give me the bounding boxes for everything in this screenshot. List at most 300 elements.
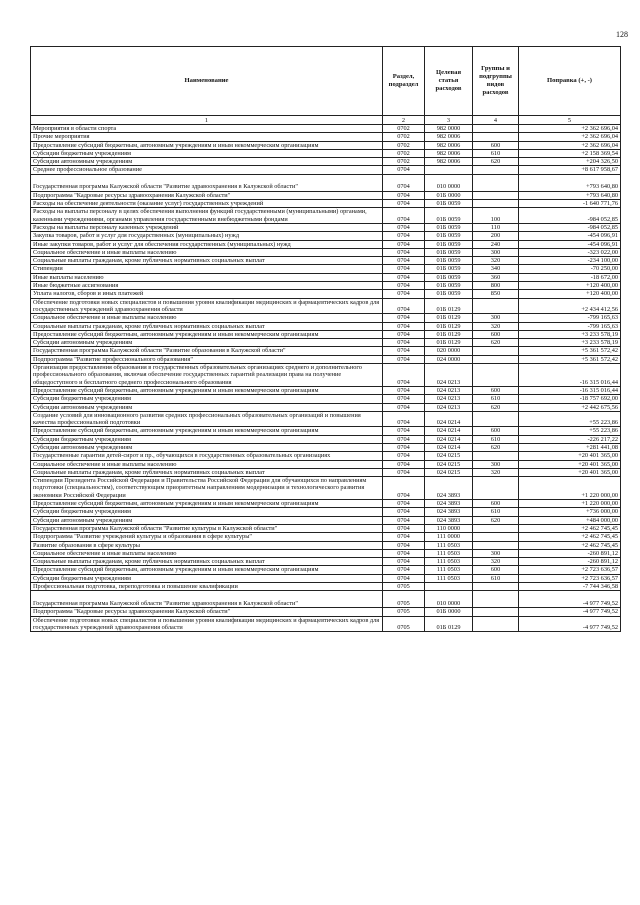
- table-row: [31, 282, 621, 290]
- row-expense-group: 600: [473, 566, 519, 574]
- row-target-article: 01Б 0129: [425, 616, 473, 632]
- row-section: 0704: [383, 395, 425, 403]
- row-name: Обеспечение подготовки новых специалистов и повышения уровня квалификации медицинских и фармацевтических кадров для государственных учреждений здравоохранения области: [31, 298, 383, 314]
- row-expense-group: 850: [473, 290, 519, 298]
- row-target-article: 010 0000: [425, 174, 473, 191]
- row-amount: +2 362 696,04: [519, 141, 621, 149]
- row-section: 0704: [383, 248, 425, 256]
- row-target-article: 111 0503: [425, 549, 473, 557]
- row-amount: +1 220 000,00: [519, 500, 621, 508]
- table-row: [31, 549, 621, 557]
- row-name: Государственная программа Калужской области "Развитие здравоохранения в Калужской области": [31, 591, 383, 608]
- row-section: 0704: [383, 468, 425, 476]
- row-amount: +2 158 369,54: [519, 149, 621, 157]
- row-section: 0704: [383, 282, 425, 290]
- row-expense-group: 300: [473, 314, 519, 322]
- row-name: Иные бюджетные ассигнования: [31, 282, 383, 290]
- row-name: Социальные выплаты гражданам, кроме публичных нормативных социальных выплат: [31, 558, 383, 566]
- row-amount: -323 022,00: [519, 248, 621, 256]
- row-amount: +281 441,08: [519, 443, 621, 451]
- row-name: Подпрограмма "Развитие учреждений культуры и образования в сфере культуры": [31, 533, 383, 541]
- row-name: Субсидии автономным учреждениям: [31, 443, 383, 451]
- row-target-article: 020 0000: [425, 347, 473, 355]
- row-amount: -260 891,12: [519, 549, 621, 557]
- row-expense-group: 610: [473, 149, 519, 157]
- table-row: [31, 427, 621, 435]
- row-expense-group: 620: [473, 516, 519, 524]
- row-amount: +120 400,00: [519, 290, 621, 298]
- row-expense-group: [473, 411, 519, 427]
- row-target-article: 01Б 0059: [425, 208, 473, 224]
- table-row: [31, 158, 621, 166]
- row-expense-group: [473, 541, 519, 549]
- table-row: [31, 443, 621, 451]
- row-amount: +8 617 958,67: [519, 166, 621, 174]
- row-section: 0704: [383, 232, 425, 240]
- row-expense-group: 320: [473, 558, 519, 566]
- row-expense-group: 620: [473, 158, 519, 166]
- row-expense-group: 600: [473, 386, 519, 394]
- row-target-article: 024 3893: [425, 477, 473, 500]
- row-section: 0704: [383, 290, 425, 298]
- row-name: Развитие образования в сфере культуры: [31, 541, 383, 549]
- table-row: [31, 541, 621, 549]
- row-expense-group: 320: [473, 322, 519, 330]
- row-amount: -226 217,22: [519, 435, 621, 443]
- row-target-article: 110 0000: [425, 524, 473, 532]
- table-row: [31, 583, 621, 591]
- row-expense-group: 240: [473, 240, 519, 248]
- row-expense-group: 610: [473, 395, 519, 403]
- row-section: 0705: [383, 583, 425, 591]
- row-target-article: 024 0215: [425, 468, 473, 476]
- row-target-article: 982 0006: [425, 149, 473, 157]
- row-name: Государственная программа Калужской области "Развитие культуры в Калужской области": [31, 524, 383, 532]
- row-name: Субсидии автономным учреждениям: [31, 339, 383, 347]
- header-expense-groups: Группы и подгруппы видов расходов: [473, 47, 519, 116]
- row-section: 0704: [383, 558, 425, 566]
- row-target-article: 01Б 0059: [425, 265, 473, 273]
- row-section: 0704: [383, 298, 425, 314]
- row-section: 0704: [383, 460, 425, 468]
- row-amount: -4 977 749,52: [519, 608, 621, 616]
- table-row: [31, 533, 621, 541]
- row-target-article: 024 0214: [425, 435, 473, 443]
- row-target-article: 024 0214: [425, 411, 473, 427]
- table-row: [31, 452, 621, 460]
- row-name: Социальное обеспечение и иные выплаты населению: [31, 314, 383, 322]
- page-number: 128: [616, 30, 628, 39]
- row-name: Предоставление субсидий бюджетным, автономным учреждениям и иным некоммерческим организациям: [31, 330, 383, 338]
- table-row: [31, 200, 621, 208]
- row-name: Социальные выплаты гражданам, кроме публичных нормативных социальных выплат: [31, 322, 383, 330]
- row-target-article: 024 0213: [425, 364, 473, 387]
- row-amount: +20 401 365,00: [519, 468, 621, 476]
- row-section: 0705: [383, 616, 425, 632]
- row-target-article: 01Б 0059: [425, 248, 473, 256]
- row-section: 0704: [383, 322, 425, 330]
- row-expense-group: [473, 191, 519, 199]
- row-target-article: 01Б 0000: [425, 191, 473, 199]
- row-section: 0704: [383, 443, 425, 451]
- row-amount: +2 362 696,04: [519, 125, 621, 133]
- row-target-article: 024 3893: [425, 516, 473, 524]
- row-expense-group: [473, 200, 519, 208]
- row-expense-group: [473, 347, 519, 355]
- row-target-article: 024 3893: [425, 508, 473, 516]
- row-target-article: 024 0213: [425, 403, 473, 411]
- row-name: Социальные выплаты гражданам, кроме публичных нормативных социальных выплат: [31, 468, 383, 476]
- row-amount: +5 361 572,42: [519, 355, 621, 363]
- row-name: Расходы на обеспечение деятельности (оказание услуг) государственных учреждений: [31, 200, 383, 208]
- row-section: 0702: [383, 141, 425, 149]
- row-expense-group: [473, 174, 519, 191]
- table-row: [31, 257, 621, 265]
- row-amount: -454 096,91: [519, 232, 621, 240]
- row-section: 0702: [383, 149, 425, 157]
- table-body: [31, 125, 621, 632]
- row-name: Предоставление субсидий бюджетным, автономным учреждениям и иным некоммерческим организациям: [31, 427, 383, 435]
- table-row: [31, 574, 621, 582]
- row-name: Государственные гарантии детей-сирот и пр., обучающихся в государственных образовательных организациях: [31, 452, 383, 460]
- row-name: Расходы на выплаты персоналу казенных учреждений: [31, 223, 383, 231]
- table-header-row: [31, 47, 621, 116]
- row-section: 0704: [383, 257, 425, 265]
- table-row: [31, 298, 621, 314]
- row-amount: -234 100,00: [519, 257, 621, 265]
- row-amount: -4 977 749,52: [519, 616, 621, 632]
- row-section: 0704: [383, 516, 425, 524]
- row-expense-group: 600: [473, 500, 519, 508]
- row-name: Предоставление субсидий бюджетным, автономным учреждениям и иным некоммерческим организациям: [31, 566, 383, 574]
- row-amount: +793 640,80: [519, 191, 621, 199]
- row-expense-group: 600: [473, 141, 519, 149]
- row-amount: +484 000,00: [519, 516, 621, 524]
- row-target-article: 01Б 0059: [425, 282, 473, 290]
- table-row: [31, 355, 621, 363]
- row-amount: +20 401 365,00: [519, 460, 621, 468]
- row-target-article: 111 0000: [425, 533, 473, 541]
- row-amount: -18 757 692,00: [519, 395, 621, 403]
- row-amount: -18 672,00: [519, 273, 621, 281]
- table-row: [31, 347, 621, 355]
- row-target-article: 01Б 0059: [425, 223, 473, 231]
- column-number: 5: [519, 116, 621, 125]
- column-number: 1: [31, 116, 383, 125]
- row-name: Субсидии бюджетным учреждениям: [31, 149, 383, 157]
- row-name: Социальное обеспечение и иные выплаты населению: [31, 248, 383, 256]
- table-row: [31, 364, 621, 387]
- table-row: [31, 248, 621, 256]
- row-name: Субсидии автономным учреждениям: [31, 158, 383, 166]
- row-section: 0704: [383, 533, 425, 541]
- row-amount: +55 223,86: [519, 427, 621, 435]
- row-target-article: 01Б 0129: [425, 330, 473, 338]
- row-expense-group: [473, 298, 519, 314]
- row-section: 0704: [383, 355, 425, 363]
- row-expense-group: 620: [473, 403, 519, 411]
- row-target-article: 982 0006: [425, 158, 473, 166]
- row-section: 0704: [383, 452, 425, 460]
- table-row: [31, 330, 621, 338]
- table-row: [31, 191, 621, 199]
- table-row: [31, 516, 621, 524]
- row-expense-group: 360: [473, 273, 519, 281]
- row-name: Уплата налогов, сборов и иных платежей: [31, 290, 383, 298]
- row-amount: +55 223,86: [519, 411, 621, 427]
- row-target-article: 01Б 0129: [425, 339, 473, 347]
- row-section: 0704: [383, 166, 425, 174]
- row-target-article: 01Б 0059: [425, 240, 473, 248]
- row-section: 0702: [383, 133, 425, 141]
- table-row: [31, 125, 621, 133]
- row-amount: +204 326,50: [519, 158, 621, 166]
- row-expense-group: 610: [473, 574, 519, 582]
- row-expense-group: [473, 533, 519, 541]
- row-expense-group: 610: [473, 435, 519, 443]
- row-amount: +5 361 572,42: [519, 347, 621, 355]
- row-amount: -984 052,85: [519, 208, 621, 224]
- row-target-article: 01Б 0129: [425, 314, 473, 322]
- row-amount: +1 220 000,00: [519, 477, 621, 500]
- row-expense-group: 320: [473, 257, 519, 265]
- table-row: [31, 616, 621, 632]
- row-name: Субсидии автономным учреждениям: [31, 403, 383, 411]
- row-section: 0704: [383, 208, 425, 224]
- row-amount: -260 891,12: [519, 558, 621, 566]
- row-expense-group: [473, 364, 519, 387]
- row-expense-group: 200: [473, 232, 519, 240]
- header-name: Наименование: [31, 47, 383, 116]
- row-target-article: 024 0214: [425, 443, 473, 451]
- table-row: [31, 232, 621, 240]
- row-amount: -4 977 749,52: [519, 591, 621, 608]
- row-target-article: 01Б 0129: [425, 298, 473, 314]
- row-amount: -799 165,63: [519, 314, 621, 322]
- row-target-article: 982 0000: [425, 125, 473, 133]
- row-expense-group: 800: [473, 282, 519, 290]
- row-target-article: 024 0215: [425, 452, 473, 460]
- row-name: Закупка товаров, работ и услуг для государственных (муниципальных) нужд: [31, 232, 383, 240]
- table-row: [31, 273, 621, 281]
- row-expense-group: 610: [473, 508, 519, 516]
- row-section: 0704: [383, 265, 425, 273]
- row-section: 0704: [383, 314, 425, 322]
- row-expense-group: 110: [473, 223, 519, 231]
- row-target-article: 024 0215: [425, 460, 473, 468]
- row-target-article: 024 0214: [425, 427, 473, 435]
- row-section: 0704: [383, 411, 425, 427]
- row-expense-group: [473, 591, 519, 608]
- row-section: 0704: [383, 273, 425, 281]
- header-target-article: Целевая статья расходов: [425, 47, 473, 116]
- row-expense-group: 300: [473, 248, 519, 256]
- row-amount: -799 165,63: [519, 322, 621, 330]
- row-name: Стипендии Президента Российской Федерации и Правительства Российской Федерации для обучающихся по направлениям подготовки (специальностям), соответствующим приоритетным направлениям модернизации и технологического развития экономики Российской Федерации: [31, 477, 383, 500]
- table-row: [31, 322, 621, 330]
- row-amount: +120 400,00: [519, 282, 621, 290]
- table-row: [31, 608, 621, 616]
- row-section: 0704: [383, 240, 425, 248]
- table-row: [31, 566, 621, 574]
- row-name: Государственная программа Калужской области "Развитие здравоохранения в Калужской области": [31, 174, 383, 191]
- table-row: [31, 339, 621, 347]
- row-amount: +2 462 745,45: [519, 533, 621, 541]
- row-expense-group: 620: [473, 443, 519, 451]
- row-target-article: 111 0503: [425, 574, 473, 582]
- row-name: Иные закупки товаров, работ и услуг для обеспечения государственных (муниципальных) нужд: [31, 240, 383, 248]
- row-amount: +736 000,00: [519, 508, 621, 516]
- row-section: 0704: [383, 200, 425, 208]
- row-amount: +2 434 412,56: [519, 298, 621, 314]
- row-amount: -16 315 016,44: [519, 386, 621, 394]
- row-section: 0704: [383, 541, 425, 549]
- row-name: Прочие мероприятия: [31, 133, 383, 141]
- row-name: Государственная программа Калужской области "Развитие образования в Калужской области": [31, 347, 383, 355]
- row-name: Субсидии бюджетным учреждениям: [31, 508, 383, 516]
- row-section: 0704: [383, 549, 425, 557]
- row-target-article: 010 0000: [425, 591, 473, 608]
- row-expense-group: 600: [473, 330, 519, 338]
- row-target-article: 01Б 0059: [425, 257, 473, 265]
- row-name: Предоставление субсидий бюджетным, автономным учреждениям и иным некоммерческим организациям: [31, 141, 383, 149]
- budget-table: [30, 46, 621, 632]
- row-section: 0704: [383, 386, 425, 394]
- row-section: 0705: [383, 591, 425, 608]
- table-row: [31, 314, 621, 322]
- row-section: 0702: [383, 125, 425, 133]
- row-name: Подпрограмма "Кадровые ресурсы здравоохранения Калужской области": [31, 608, 383, 616]
- row-amount: -454 096,91: [519, 240, 621, 248]
- row-target-article: 024 0213: [425, 395, 473, 403]
- row-target-article: 982 0006: [425, 141, 473, 149]
- row-amount: +2 442 675,56: [519, 403, 621, 411]
- table-row: [31, 403, 621, 411]
- row-amount: -7 744 346,58: [519, 583, 621, 591]
- row-amount: +3 233 578,19: [519, 330, 621, 338]
- row-name: Организация предоставления образования в государственных образовательных организациях среднего и дополнительного профессионального образования, включая обеспечение государственных гарантий реализации права на получение общедоступного и бесплатного среднего профессионального образования: [31, 364, 383, 387]
- header-section: Раздел, подраздел: [383, 47, 425, 116]
- row-section: 0704: [383, 566, 425, 574]
- row-expense-group: 340: [473, 265, 519, 273]
- row-expense-group: 100: [473, 208, 519, 224]
- row-name: Среднее профессиональное образование: [31, 166, 383, 174]
- row-amount: +2 723 636,57: [519, 574, 621, 582]
- table-row: [31, 166, 621, 174]
- row-target-article: 111 0503: [425, 541, 473, 549]
- column-number: 2: [383, 116, 425, 125]
- row-section: 0704: [383, 191, 425, 199]
- row-expense-group: [473, 355, 519, 363]
- row-section: 0702: [383, 158, 425, 166]
- row-name: Профессиональная подготовка, переподготовка и повышение квалификации: [31, 583, 383, 591]
- row-section: 0704: [383, 508, 425, 516]
- row-expense-group: [473, 583, 519, 591]
- row-section: 0704: [383, 339, 425, 347]
- table-row: [31, 174, 621, 191]
- row-amount: +2 723 636,57: [519, 566, 621, 574]
- table-row: [31, 208, 621, 224]
- table-row: [31, 149, 621, 157]
- row-expense-group: 320: [473, 468, 519, 476]
- row-name: Предоставление субсидий бюджетным, автономным учреждениям и иным некоммерческим организациям: [31, 500, 383, 508]
- table-row: [31, 524, 621, 532]
- row-section: 0704: [383, 500, 425, 508]
- row-target-article: [425, 166, 473, 174]
- row-amount: -16 315 016,44: [519, 364, 621, 387]
- row-name: Социальное обеспечение и иные выплаты населению: [31, 549, 383, 557]
- row-expense-group: [473, 166, 519, 174]
- row-section: 0704: [383, 330, 425, 338]
- row-expense-group: [473, 452, 519, 460]
- row-name: Стипендии: [31, 265, 383, 273]
- row-name: Субсидии бюджетным учреждениям: [31, 435, 383, 443]
- row-name: Подпрограмма "Развитие профессионального образования": [31, 355, 383, 363]
- table-row: [31, 265, 621, 273]
- table-row: [31, 133, 621, 141]
- row-expense-group: [473, 125, 519, 133]
- table-row: [31, 468, 621, 476]
- row-name: Иные выплаты населению: [31, 273, 383, 281]
- row-section: 0704: [383, 524, 425, 532]
- row-name: Субсидии бюджетным учреждениям: [31, 395, 383, 403]
- row-target-article: 01Б 0129: [425, 322, 473, 330]
- row-amount: -1 640 771,76: [519, 200, 621, 208]
- row-expense-group: [473, 524, 519, 532]
- row-expense-group: [473, 616, 519, 632]
- row-expense-group: [473, 477, 519, 500]
- row-name: Социальные выплаты гражданам, кроме публичных нормативных социальных выплат: [31, 257, 383, 265]
- row-section: 0704: [383, 403, 425, 411]
- row-expense-group: 620: [473, 339, 519, 347]
- row-section: 0704: [383, 223, 425, 231]
- row-target-article: 111 0503: [425, 558, 473, 566]
- row-expense-group: [473, 133, 519, 141]
- row-amount: +2 462 745,45: [519, 524, 621, 532]
- row-expense-group: 600: [473, 427, 519, 435]
- row-target-article: 982 0006: [425, 133, 473, 141]
- table-row: [31, 386, 621, 394]
- table-row: [31, 223, 621, 231]
- row-name: Субсидии автономным учреждениям: [31, 516, 383, 524]
- row-amount: +793 640,80: [519, 174, 621, 191]
- row-section: 0704: [383, 435, 425, 443]
- table-row: [31, 500, 621, 508]
- row-name: Мероприятия в области спорта: [31, 125, 383, 133]
- table-row: [31, 558, 621, 566]
- row-amount: +2 362 696,04: [519, 133, 621, 141]
- table-row: [31, 508, 621, 516]
- row-target-article: 01Б 0059: [425, 200, 473, 208]
- row-amount: +20 401 365,00: [519, 452, 621, 460]
- row-amount: +2 462 745,45: [519, 541, 621, 549]
- header-change: Поправка (+, -): [519, 47, 621, 116]
- row-name: Создание условий для инновационного развития средних профессиональных образовательных организаций и повышения качества профессиональной подготовки: [31, 411, 383, 427]
- row-target-article: 01Б 0059: [425, 232, 473, 240]
- table-row: [31, 290, 621, 298]
- column-number-row: [31, 116, 621, 125]
- row-target-article: 024 0000: [425, 355, 473, 363]
- row-name: Обеспечение подготовки новых специалистов и повышения уровня квалификации медицинских и фармацевтических кадров для государственных учреждений здравоохранения области: [31, 616, 383, 632]
- row-expense-group: 300: [473, 460, 519, 468]
- table-row: [31, 411, 621, 427]
- row-name: Расходы на выплаты персоналу в целях обеспечения выполнения функций государственными (муниципальными) органами, казенными учреждениями, органами управления государственными внебюджетными фондами: [31, 208, 383, 224]
- row-section: 0704: [383, 174, 425, 191]
- row-section: 0704: [383, 477, 425, 500]
- row-name: Субсидии бюджетным учреждениям: [31, 574, 383, 582]
- row-section: 0704: [383, 347, 425, 355]
- row-section: 0704: [383, 364, 425, 387]
